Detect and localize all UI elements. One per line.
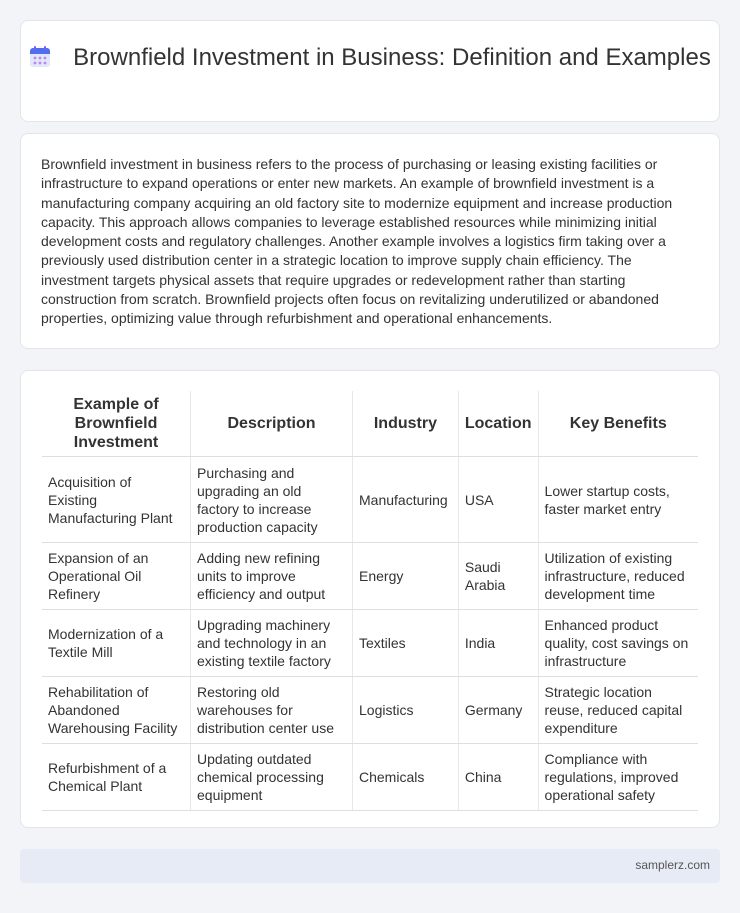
header-industry: Industry [353, 391, 459, 457]
cell-location: Germany [458, 677, 538, 744]
table-row [42, 457, 698, 543]
footer-site-link[interactable]: samplerz.com [635, 858, 710, 872]
intro-paragraph: Brownfield investment in business refers to the process of purchasing or leasing existing facilities or infrastructure to expand operations or enter new markets. An example of brownfield investment is a manufacturing company acquiring an old factory site to modernize equipment and increase production capacity. This approach allows companies to leverage established resources while minimizing initial development costs and regulatory challenges. Another example involves a logistics firm taking over a previously used distribution center in a strategic location to improve supply chain efficiency. The investment targets physical assets that require upgrades or redevelopment rather than starting construction from scratch. Brownfield projects often focus on revitalizing underutilized or abandoned properties, optimizing value through refurbishment and operational enhancements. [41, 156, 673, 327]
table-row [42, 543, 698, 610]
intro-card [20, 133, 720, 349]
table-row [42, 610, 698, 677]
cell-example: Refurbishment of a Chemical Plant [42, 744, 191, 811]
cell-industry: Energy [353, 543, 459, 610]
cell-location: India [458, 610, 538, 677]
calendar-icon [29, 46, 51, 68]
cell-description: Restoring old warehouses for distribution center use [191, 677, 353, 744]
page-title [21, 43, 719, 73]
cell-location: USA [458, 457, 538, 543]
cell-key-benefits: Strategic location reuse, reduced capital expenditure [538, 677, 698, 744]
cell-industry: Chemicals [353, 744, 459, 811]
cell-example: Expansion of an Operational Oil Refinery [42, 543, 191, 610]
cell-key-benefits: Lower startup costs, faster market entry [538, 457, 698, 543]
footer-bar [20, 849, 720, 883]
cell-example: Acquisition of Existing Manufacturing Plant [42, 457, 191, 543]
cell-key-benefits: Compliance with regulations, improved operational safety [538, 744, 698, 811]
cell-industry: Manufacturing [353, 457, 459, 543]
cell-description: Upgrading machinery and technology in an existing textile factory [191, 610, 353, 677]
cell-location: China [458, 744, 538, 811]
header-example: Example of Brownfield Investment [42, 391, 191, 457]
header-description: Description [191, 391, 353, 457]
cell-description: Updating outdated chemical processing equipment [191, 744, 353, 811]
cell-description: Purchasing and upgrading an old factory to increase production capacity [191, 457, 353, 543]
cell-key-benefits: Utilization of existing infrastructure, reduced development time [538, 543, 698, 610]
table-header-row [42, 391, 698, 457]
table-row [42, 744, 698, 811]
cell-key-benefits: Enhanced product quality, cost savings on infrastructure [538, 610, 698, 677]
cell-industry: Logistics [353, 677, 459, 744]
table-row [42, 677, 698, 744]
cell-example: Modernization of a Textile Mill [42, 610, 191, 677]
header-location: Location [458, 391, 538, 457]
table-card [20, 370, 720, 828]
cell-location: Saudi Arabia [458, 543, 538, 610]
header-key-benefits: Key Benefits [538, 391, 698, 457]
title-card [20, 20, 720, 122]
cell-description: Adding new refining units to improve efficiency and output [191, 543, 353, 610]
page-title-text: Brownfield Investment in Business: Definition and Examples [73, 44, 711, 71]
cell-industry: Textiles [353, 610, 459, 677]
examples-table [42, 391, 698, 811]
cell-example: Rehabilitation of Abandoned Warehousing Facility [42, 677, 191, 744]
